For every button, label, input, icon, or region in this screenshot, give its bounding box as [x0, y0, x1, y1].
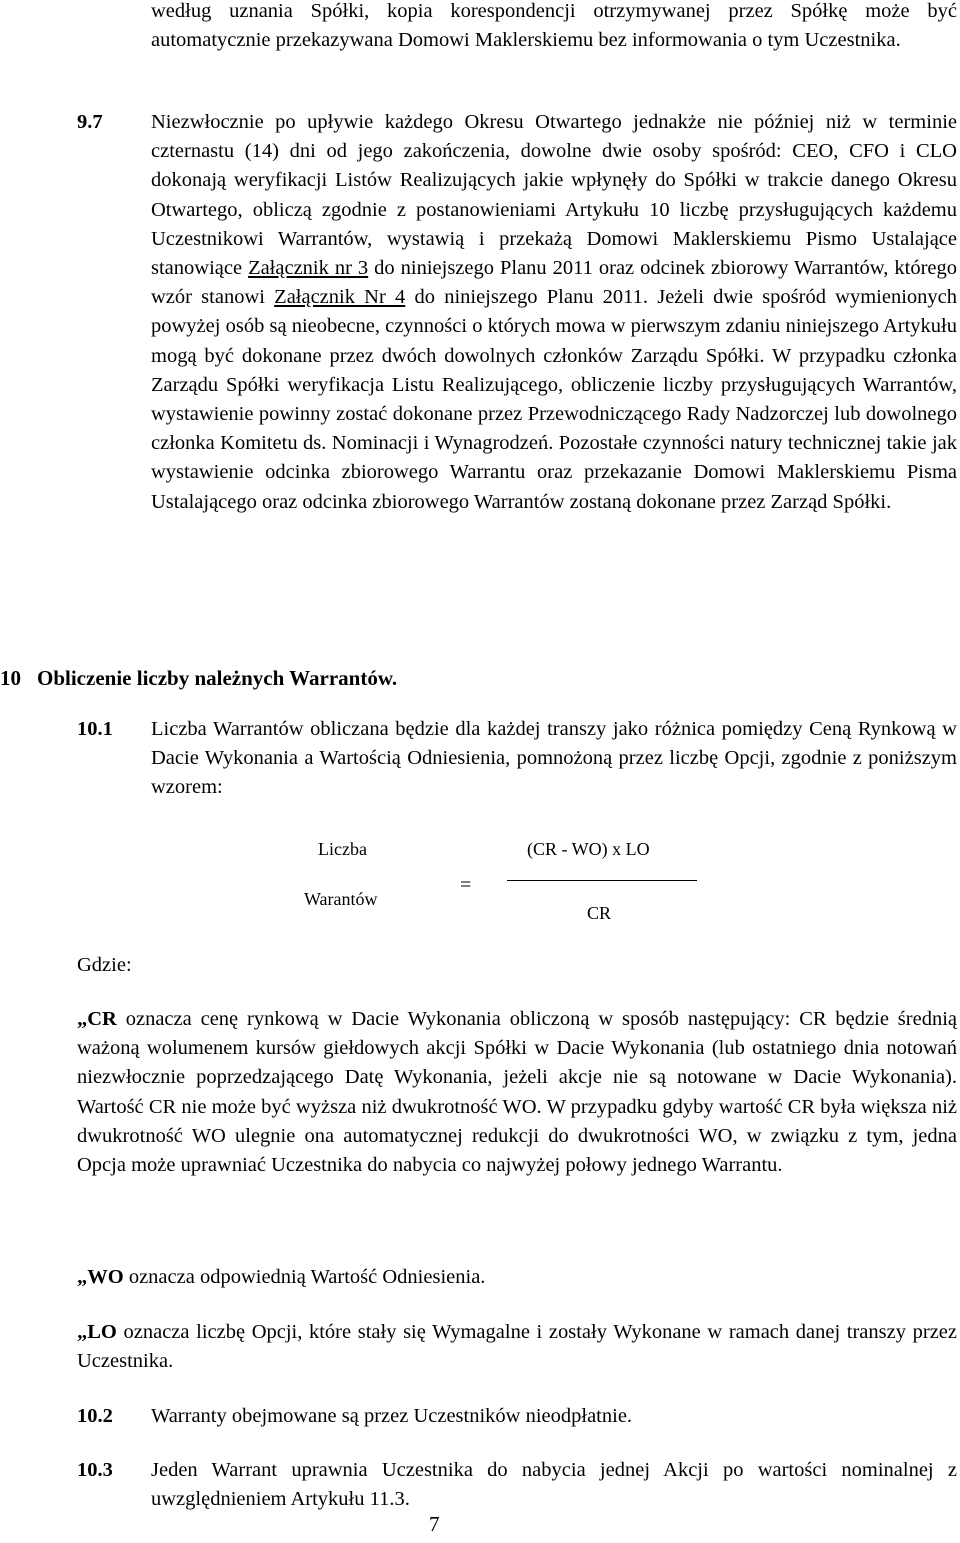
section-heading-number: 10	[0, 666, 21, 690]
formula-equals: =	[460, 874, 472, 896]
formula-lhs-bottom: Warantów	[304, 889, 378, 909]
section-number-10-1: 10.1	[77, 718, 113, 740]
formula-lhs-top: Liczba	[318, 839, 367, 859]
definition-wo-text: oznacza odpowiednią Wartość Odniesienia.	[123, 1266, 486, 1288]
definition-cr	[77, 1005, 957, 1180]
section-10-3-paragraph: Jeden Warrant uprawnia Uczestnika do nabycia jednej Akcji po wartości nominalnej z uwzględnieniem Artykułu 11.3.	[151, 1459, 957, 1511]
annex-3-link[interactable]: Załącznik nr 3	[248, 257, 369, 280]
section-10-2-paragraph: Warranty obejmowane są przez Uczestników nieodpłatnie.	[151, 1405, 633, 1427]
section-9-7-text-c: do niniejszego Planu 2011. Jeżeli dwie spośród wymienionych powyżej osób są nieobecne, czynności o których mowa w pierwszym zdaniu niniejszego Artykułu mogą być dokonane przez dwóch dowolnych członków Zarządu Spółki. W przypadku członka Zarządu Spółki weryfikacja Listu Realizującego, obliczenie liczby przysługujących Warrantów, wystawienie powinny zostać dokonane przez Przewodniczącego Rady Nadzorczej lub dowolnego członka Komitetu ds. Nominacji i Wynagrodzeń. Pozostałe czynności natury technicznej takie jak wystawienie odcinka zbiorowego Warrantu oraz przekazanie Domowi Maklerskiemu Pisma Ustalającego oraz odcinka zbiorowego Warrantów zostaną dokonane przez Zarząd Spółki.	[151, 286, 957, 513]
formula-denominator: CR	[587, 903, 612, 923]
definition-cr-term: „CR	[77, 1008, 117, 1030]
definition-wo	[77, 1263, 957, 1292]
definition-lo	[77, 1318, 957, 1376]
section-number-10-2: 10.2	[77, 1405, 113, 1427]
section-9-7-paragraph	[151, 108, 957, 517]
where-label: Gdzie:	[77, 954, 132, 976]
section-9-7-text-a: Niezwłocznie po upływie każdego Okresu Otwartego jednakże nie później niż w terminie czternastu (14) dni od jego zakończenia, dowolne dwie osoby spośród: CEO, CFO i CLO dokonają weryfikacji Listów Realizujących jakie wpłynęły do Spółki w trakcie danego Okresu Otwartego, obliczą zgodnie z postanowieniami Artykułu 10 liczbę przysługujących każdemu Uczestnikowi Warrantów, wystawią i przekażą Domowi Maklerskiemu Pismo Ustalające stanowiące	[151, 111, 957, 280]
definition-wo-term: „WO	[77, 1266, 124, 1288]
section-heading-title: Obliczenie liczby należnych Warrantów.	[37, 666, 398, 690]
intro-paragraph: według uznania Spółki, kopia korespondencji otrzymywanej przez Spółkę może być automatycznie przekazywana Domowi Maklerskiemu bez informowania o tym Uczestnika.	[151, 0, 957, 52]
section-9-7-text-b: do niniejszego Planu 2011 oraz odcinek zbiorowy Warrantów, którego wzór stanowi	[151, 257, 957, 309]
section-number-9-7: 9.7	[77, 111, 103, 133]
definition-cr-text: oznacza cenę rynkową w Dacie Wykonania obliczoną w sposób następujący: CR będzie średnią ważoną wolumenem kursów giełdowych akcji Spółki w Dacie Wykonania (lub ostatniego dnia notowań niezwłocznie poprzedzającego Datę Wykonania, jeżeli akcje nie są notowane w Dacie Wykonania). Wartość CR nie może być wyższa niż dwukrotność WO. W przypadku gdyby wartość CR była większa niż dwukrotność WO ulegnie ona automatycznej redukcji do dwukrotności WO, w związku z tym, jedna Opcja może uprawniać Uczestnika do nabycia co najwyżej połowy jednego Warrantu.	[77, 1008, 957, 1177]
formula-numerator: (CR - WO) x LO	[527, 839, 650, 859]
section-10-1-paragraph: Liczba Warrantów obliczana będzie dla każdej transzy jako różnica pomiędzy Ceną Rynkową w Dacie Wykonania a Wartością Odniesienia, pomnożoną przez liczbę Opcji, zgodnie z poniższym wzorem:	[151, 718, 957, 799]
fraction-bar	[507, 880, 697, 881]
definition-lo-text: oznacza liczbę Opcji, które stały się Wymagalne i zostały Wykonane w ramach danej transzy przez Uczestnika.	[77, 1321, 957, 1373]
annex-4-link[interactable]: Załącznik Nr 4	[274, 286, 406, 309]
page-number: 7	[429, 1512, 440, 1536]
definition-lo-term: „LO	[77, 1321, 117, 1343]
section-number-10-3: 10.3	[77, 1459, 113, 1481]
